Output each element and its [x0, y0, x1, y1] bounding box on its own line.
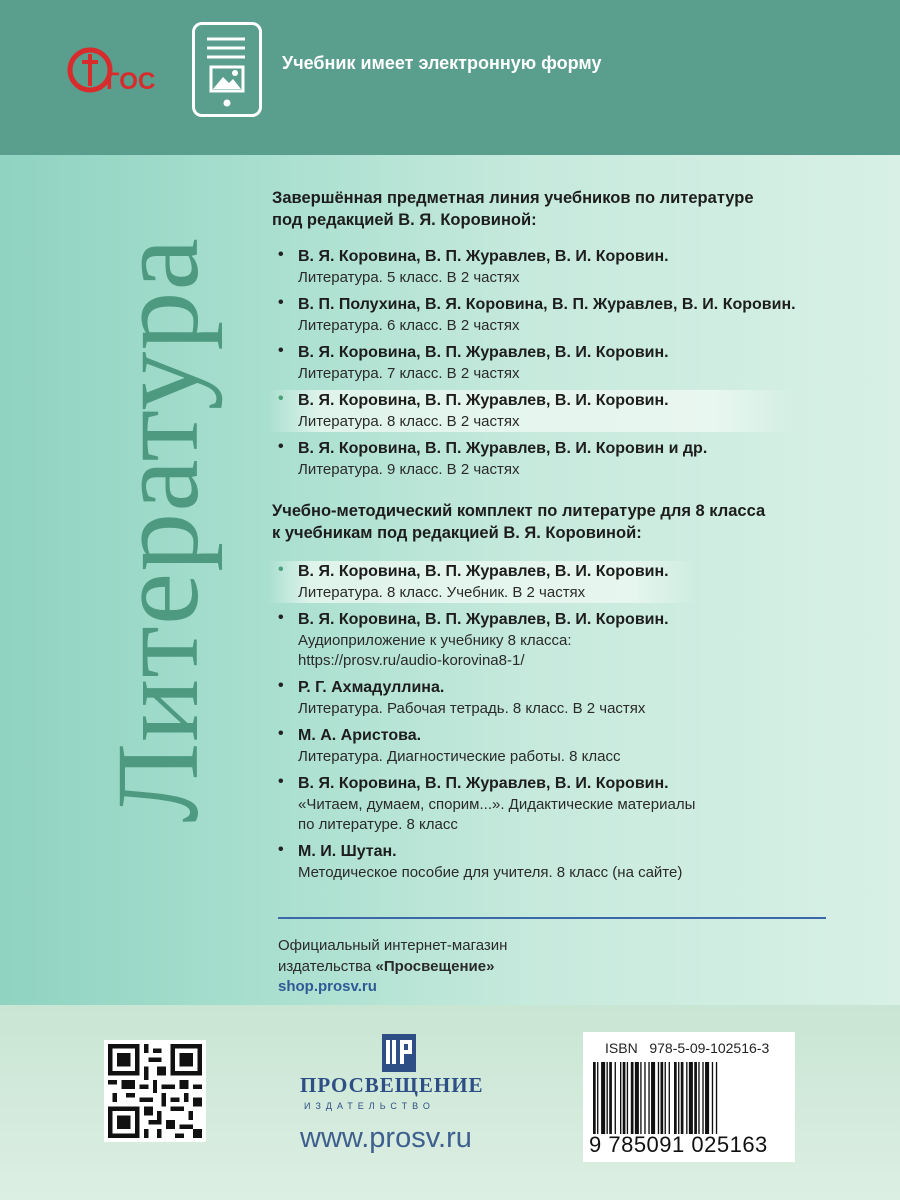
teaching-kit-list — [278, 561, 695, 889]
item-authors: В. Я. Коровина, В. П. Журавлев, В. И. Коровин. — [298, 563, 669, 580]
item-description: Литература. 8 класс. Учебник. В 2 частях — [298, 584, 586, 601]
list-item: • Р. Г. Ахмадуллина. Литература. Рабочая тетрадь. 8 класс. В 2 частях — [278, 677, 695, 719]
barcode-digits: 9 785091 025163 — [589, 1132, 768, 1157]
publisher-subtitle: ИЗДАТЕЛЬСТВО — [304, 1101, 435, 1111]
list-item: • В. Я. Коровина, В. П. Журавлев, В. И. Коровин. Литература. 7 класс. В 2 частях — [278, 342, 796, 384]
list-item-highlighted: • В. Я. Коровина, В. П. Журавлев, В. И. Коровин. Литература. 8 класс. Учебник. В 2 частях — [268, 561, 695, 603]
list-item: • М. И. Шутан. Методическое пособие для учителя. 8 класс (на сайте) — [278, 841, 695, 883]
shop-info — [278, 935, 507, 977]
item-authors: Р. Г. Ахмадуллина. — [298, 679, 445, 696]
divider-line — [278, 917, 826, 919]
shop-line2 — [278, 956, 507, 977]
prosveshchenie-logo-icon — [378, 1032, 420, 1074]
section1-heading — [272, 187, 754, 231]
item-description: Литература. 5 класс. В 2 частях — [298, 269, 520, 286]
item-description: Методическое пособие для учителя. 8 класс (на сайте) — [298, 864, 683, 881]
isbn-label: ISBN — [605, 1040, 638, 1056]
item-description-cont: по литературе. 8 класс — [298, 816, 458, 833]
list-item-highlighted: • В. Я. Коровина, В. П. Журавлев, В. И. Коровин. Литература. 8 класс. В 2 частях — [268, 390, 796, 432]
item-authors: В. Я. Коровина, В. П. Журавлев, В. И. Коровин. — [298, 344, 669, 361]
fgos-label: ГОС — [106, 68, 156, 95]
section2-heading — [272, 500, 765, 544]
list-item: • В. Я. Коровина, В. П. Журавлев, В. И. Коровин. Аудиоприложение к учебнику 8 класса: https://prosv.ru/audio-korovina8-1/ — [278, 609, 695, 671]
isbn-barcode — [583, 1032, 795, 1162]
audio-link[interactable]: https://prosv.ru/audio-korovina8-1/ — [298, 652, 525, 669]
shop-brand: «Просвещение» — [375, 958, 495, 975]
item-authors: М. И. Шутан. — [298, 843, 397, 860]
item-authors: В. П. Полухина, В. Я. Коровина, В. П. Журавлев, В. И. Коровин. — [298, 296, 796, 313]
electronic-form-note: Учебник имеет электронную форму — [282, 53, 602, 73]
isbn-line — [605, 1040, 769, 1056]
item-description: Литература. 8 класс. В 2 частях — [298, 413, 520, 430]
section1-heading-line2: под редакцией В. Я. Коровиной: — [272, 211, 537, 229]
item-description: Литература. 9 класс. В 2 частях — [298, 461, 520, 478]
tablet-icon — [192, 22, 262, 117]
list-item: • В. Я. Коровина, В. П. Журавлев, В. И. Коровин. Литература. 5 класс. В 2 частях — [278, 246, 796, 288]
item-authors: В. Я. Коровина, В. П. Журавлев, В. И. Коровин. — [298, 392, 669, 409]
isbn-number: 978-5-09-102516-3 — [649, 1040, 770, 1056]
item-description: «Читаем, думаем, спорим...». Дидактические материалы — [298, 796, 696, 813]
item-authors: В. Я. Коровина, В. П. Журавлев, В. И. Коровин и др. — [298, 440, 708, 457]
section1-heading-line1: Завершённая предметная линия учебников по литературе — [272, 189, 754, 207]
item-authors: В. Я. Коровина, В. П. Журавлев, В. И. Коровин. — [298, 775, 669, 792]
publisher-name: ПРОСВЕЩЕНИЕ — [300, 1073, 484, 1097]
textbook-line-list — [278, 246, 796, 486]
item-authors: В. Я. Коровина, В. П. Журавлев, В. И. Коровин. — [298, 611, 669, 628]
list-item: • В. П. Полухина, В. Я. Коровина, В. П. Журавлев, В. И. Коровин. Литература. 6 класс. В 2 частях — [278, 294, 796, 334]
qr-code-icon[interactable] — [104, 1040, 206, 1142]
item-description: Аудиоприложение к учебнику 8 класса: — [298, 632, 572, 649]
item-authors: В. Я. Коровина, В. П. Журавлев, В. И. Коровин. — [298, 248, 669, 265]
item-description: Литература. 7 класс. В 2 частях — [298, 365, 520, 382]
shop-line1: Официальный интернет-магазин — [278, 937, 508, 954]
item-description: Литература. Диагностические работы. 8 класс — [298, 748, 621, 765]
item-authors: М. А. Аристова. — [298, 727, 422, 744]
list-item: • В. Я. Коровина, В. П. Журавлев, В. И. Коровин. «Читаем, думаем, спорим...». Дидактические материалы по литературе. 8 класс — [278, 773, 696, 833]
section2-heading-line1: Учебно-методический комплект по литературе для 8 класса — [272, 502, 766, 520]
shop-url-link[interactable]: shop.prosv.ru — [278, 978, 377, 995]
book-title-vertical: Литература — [92, 237, 223, 823]
publisher-website[interactable]: www.prosv.ru — [300, 1122, 472, 1154]
item-description: Литература. Рабочая тетрадь. 8 класс. В 2 частях — [298, 700, 646, 717]
item-description: Литература. 6 класс. В 2 частях — [298, 317, 520, 334]
list-item: • М. А. Аристова. Литература. Диагностические работы. 8 класс — [278, 725, 695, 767]
section2-heading-line2: к учебникам под редакцией В. Я. Коровиной: — [272, 524, 642, 542]
barcode-icon — [589, 1062, 789, 1134]
header-band — [0, 0, 900, 155]
shop-line2-prefix: издательства — [278, 958, 376, 975]
list-item: • В. Я. Коровина, В. П. Журавлев, В. И. Коровин и др. Литература. 9 класс. В 2 частях — [278, 438, 796, 480]
